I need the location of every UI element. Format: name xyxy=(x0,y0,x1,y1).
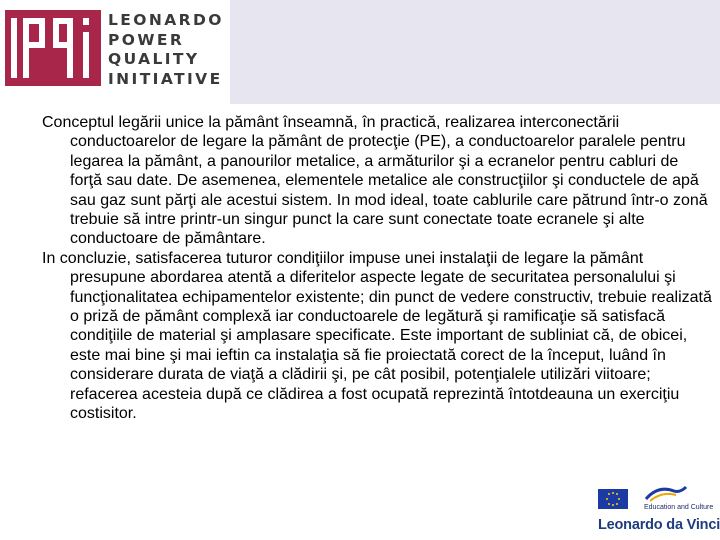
logo-line-2: POWER xyxy=(108,30,185,49)
education-culture-icon xyxy=(644,483,688,503)
paragraph-1: Conceptul legării unice la pământ înseamnă, în practică, realizarea interconectării conductoarelor de legare la pământ de protecţie (PE), a conductoarelor paralele pentru legarea la pământ, a panourilor metalice, a armăturilor şi a ecranelor pentru cabluri de forţă sau date. De asemenea, elementele metalice ale construcţiilor şi conductele de apă sau gaz sunt părţi ale acestui sistem. In mod ideal, toate cablurile care pătrund într-o zonă trebuie să intre printr-un singur punct la care sunt conectate toate ecranele şi alte conductoare de pământare. xyxy=(42,114,708,248)
paragraph-2: In concluzie, satisfacerea tuturor condiţiilor impuse unei instalaţii de legare la pământ presupune abordarea atentă a diferitelor aspecte legate de securitatea personalului şi funcţionalitatea echipamentelor existente; din punct de vedere constructiv, trebuie realizată o priză de pământ complexă iar conductoarele de legătură şi ramificaţie să satisfacă condiţiile de material şi amplasare specificate. Este important de subliniat că, de obicei, este mai bine şi mai ieftin ca instalaţia să fie proiectată corect de la început, luând în considerare durata de viaţă a clădirii şi, pe cât posibil, potenţialele utilizări viitoare; refacerea acesteia după ce clădirea a fost ocupată reprezintă întotdeauna un exerciţiu costisitor. xyxy=(42,249,712,423)
footer-logos xyxy=(596,483,720,540)
body-text xyxy=(42,113,712,424)
logo-line-3: QUALITY xyxy=(108,50,200,68)
lpqi-logo xyxy=(0,0,230,104)
eu-flag-icon xyxy=(598,489,628,509)
logo-wordmark xyxy=(108,11,224,89)
lpqi-logo-icon xyxy=(5,10,101,86)
logo-line-1: LEONARDO xyxy=(108,11,224,29)
logo-line-4: INITIATIVE xyxy=(108,69,223,88)
program-label: Leonardo da Vinci xyxy=(598,517,720,533)
edu-label: Education and Culture xyxy=(644,504,714,511)
